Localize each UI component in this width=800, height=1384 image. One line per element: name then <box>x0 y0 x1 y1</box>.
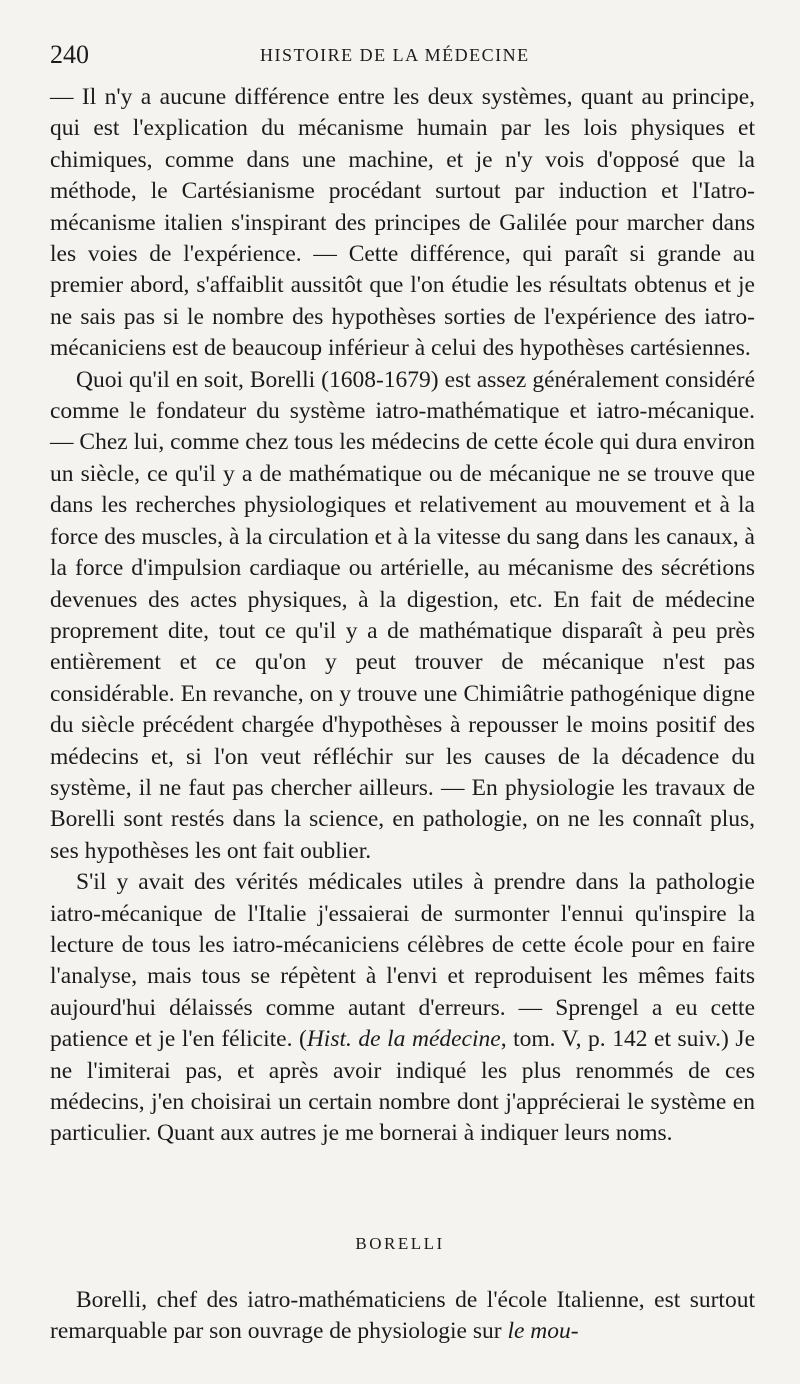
section-heading: BORELLI <box>355 1234 445 1253</box>
paragraph-1: — Il n'y a aucune différence entre les deux systèmes, quant au principe, qui est l'explication du mécanisme humain par les lois physiques et chimiques, comme dans une machine, et je n'y vois d'opposé que la méthode, le Cartésianisme procédant surtout par induction et l'Iatro-mécanisme italien s'inspirant des principes de Galilée pour marcher dans les voies de l'expérience. — Cette différence, qui paraît si grande au premier abord, s'affaiblit aussitôt que l'on étudie les résultats obtenus et je ne sais pas si le nombre des hypothèses sorties de l'expérience des iatro-mécaniciens est de beaucoup inférieur à celui des hypothèses cartésiennes. <box>50 84 755 362</box>
running-title: HISTOIRE DE LA MÉDECINE <box>260 45 530 65</box>
paragraph-4 <box>50 1285 755 1348</box>
paragraph-4-text: Borelli, chef des iatro-mathématiciens de l'école Italienne, est surtout remarquable par son ouvrage de physiologie sur <box>50 1287 755 1345</box>
paragraph-3-text-a: S'il y avait des vérités médicales utiles à prendre dans la pathologie iatro-mécanique de l'Italie j'essaierai de surmonter l'ennui qu'inspire la lecture de tous les iatro-mécaniciens célèbres de cette école pour en faire l'analyse, mais tous se répètent à l'envi et reproduisent les mêmes faits aujourd'hui délaissés comme autant d'erreurs. — Sprengel a eu cette patience et je l'en félicite. ( <box>50 869 755 1053</box>
paragraph-3 <box>50 867 755 1150</box>
section-text <box>50 1285 755 1348</box>
paragraph-3-text-b: , tom. V, p. 142 et suiv.) Je ne l'imiterai pas, et après avoir indiqué les plus renommés de ces médecins, j'en choisirai un certain nombre dont j'apprécierai le système en particulier. Quant aux autres je me bornerai à indiquer leurs noms. <box>50 1026 755 1147</box>
running-head <box>50 38 750 72</box>
paragraph-4-italic: le mou- <box>507 1318 579 1345</box>
citation-title: Hist. de la médecine <box>306 1026 501 1053</box>
main-text <box>50 82 755 1150</box>
paragraph-2: Quoi qu'il en soit, Borelli (1608-1679) est assez généralement considéré comme le fondateur du système iatro-mathématique et iatro-mécanique. — Chez lui, comme chez tous les médecins de cette école qui dura environ un siècle, ce qu'il y a de mathématique ou de mécanique ne se trouve que dans les recherches physiologiques et relativement au mouvement et à la force des muscles, à la circulation et à la vitesse du sang dans les canaux, à la force d'impulsion cardiaque ou artérielle, au mécanisme des sécrétions devenues des actes physiques, à la digestion, etc. En fait de médecine proprement dite, tout ce qu'il y a de mathématique disparaît à peu près entièrement et ce qu'on y peut trouver de mécanique n'est pas considérable. En revanche, on y trouve une Chimiâtrie pathogénique digne du siècle précédent chargée d'hypothèses à repousser le moins positif des médecins et, si l'on veut réfléchir sur les causes de la décadence du système, il ne faut pas chercher ailleurs. — En physiologie les travaux de Borelli sont restés dans la science, en pathologie, on ne les connaît plus, ses hypothèses les ont fait oublier. <box>50 366 755 864</box>
page-number: 240 <box>50 40 89 69</box>
